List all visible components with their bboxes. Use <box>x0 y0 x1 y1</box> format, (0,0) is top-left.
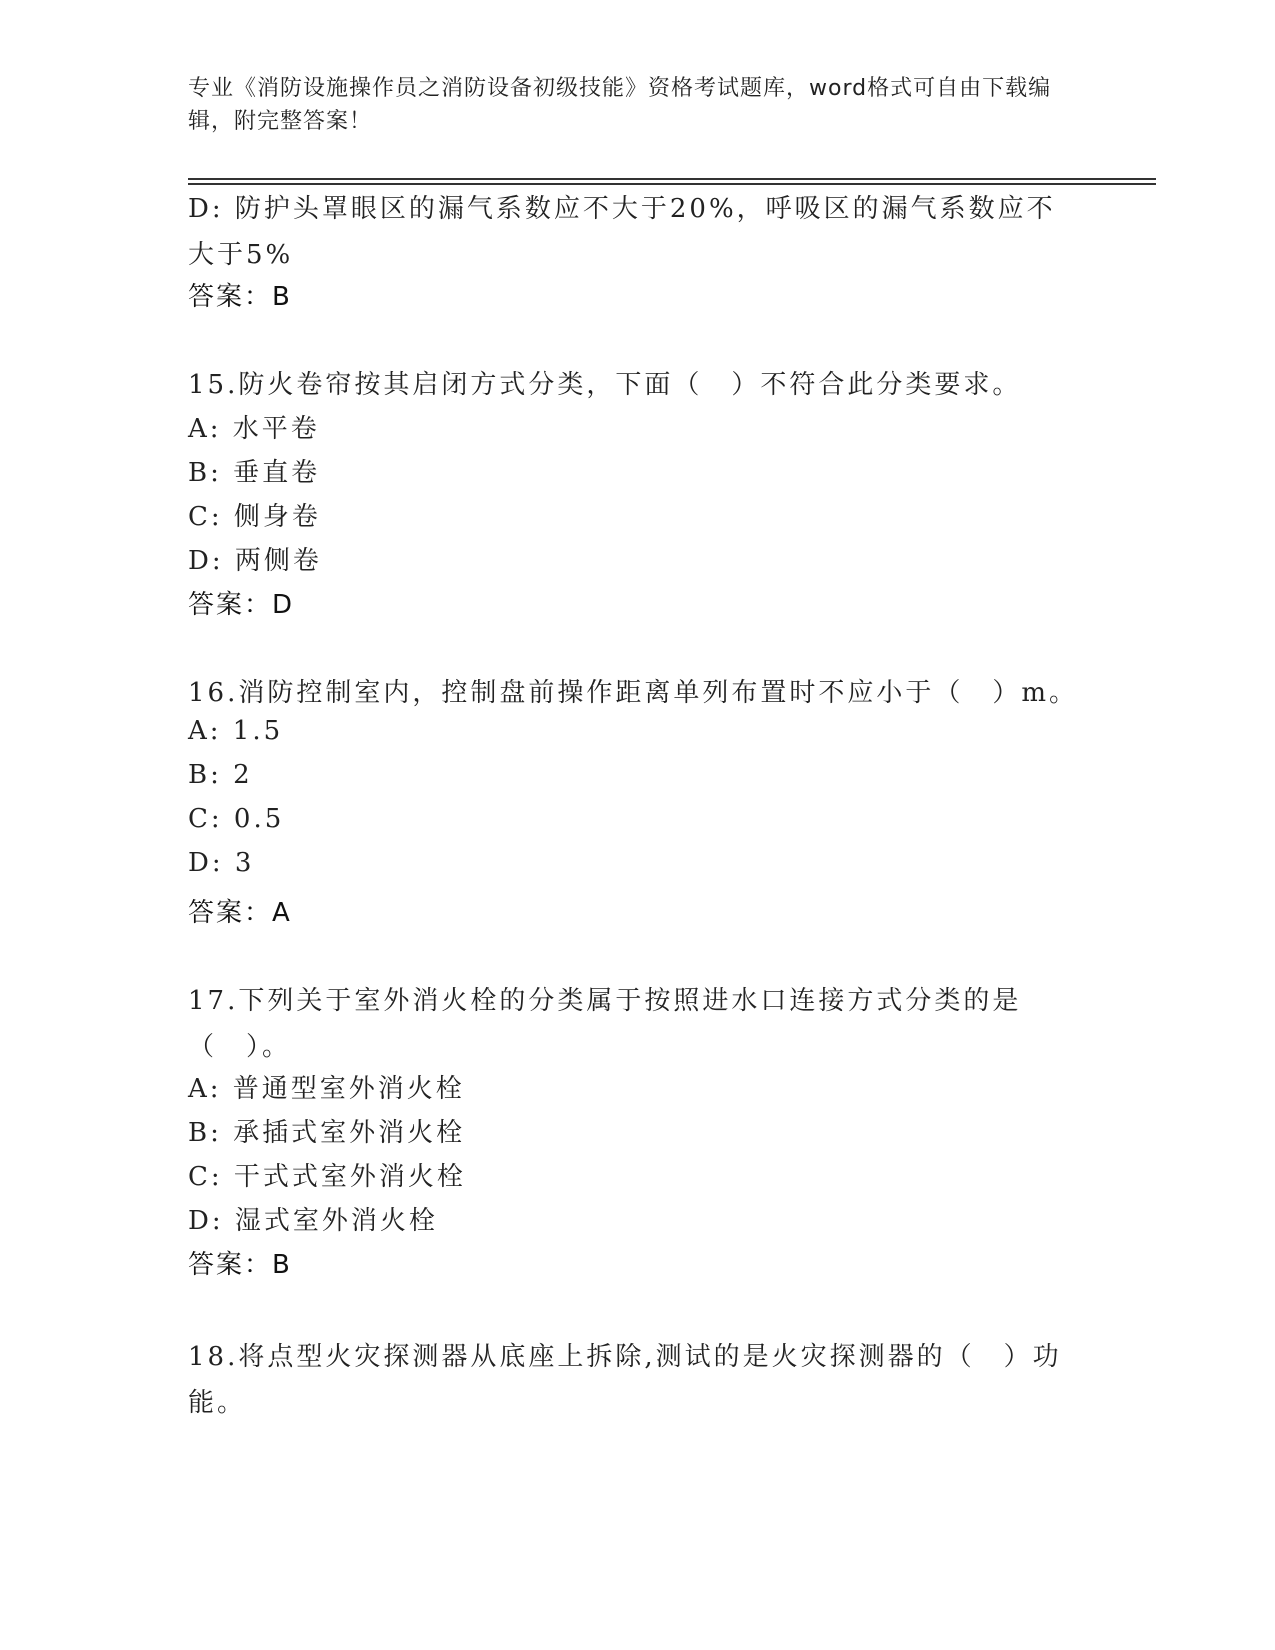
q15-answer: 答案：D <box>188 590 295 620</box>
q16-option-c: C: 0.5 <box>188 804 285 834</box>
q17-option-b: B: 承插式室外消火栓 <box>188 1118 466 1148</box>
header-divider-bottom <box>188 183 1156 185</box>
q15-option-a: A: 水平卷 <box>188 414 320 444</box>
q17-option-d: D: 湿式室外消火栓 <box>188 1206 438 1236</box>
q14-option-d: D: 防护头罩眼区的漏气系数应不大于20%，呼吸区的漏气系数应不大于5% <box>188 194 1056 270</box>
header-divider-top <box>188 178 1156 180</box>
q16-option-a: A: 1.5 <box>188 716 284 746</box>
q15-option-c: C: 侧身卷 <box>188 502 321 532</box>
q15-option-b: B: 垂直卷 <box>188 458 321 488</box>
q17-question: 17.下列关于室外消火栓的分类属于按照进水口连接方式分类的是（ ）。 <box>188 986 1022 1062</box>
q16-option-b: B: 2 <box>188 760 253 790</box>
q17-option-a: A: 普通型室外消火栓 <box>188 1074 465 1104</box>
q17-option-c: C: 干式式室外消火栓 <box>188 1162 466 1192</box>
q18-question: 18.将点型火灾探测器从底座上拆除,测试的是火灾探测器的（ ）功能。 <box>188 1342 1062 1418</box>
q15-question: 15.防火卷帘按其启闭方式分类，下面（ ）不符合此分类要求。 <box>188 370 1022 400</box>
q16-question: 16.消防控制室内，控制盘前操作距离单列布置时不应小于（ ）m。 <box>188 678 1079 708</box>
q14-answer: 答案：B <box>188 282 292 312</box>
q17-answer: 答案：B <box>188 1250 292 1280</box>
q15-option-d: D: 两侧卷 <box>188 546 322 576</box>
q16-answer: 答案：A <box>188 898 292 928</box>
q16-option-d: D: 3 <box>188 848 255 878</box>
document-header: 专业《消防设施操作员之消防设备初级技能》资格考试题库，word格式可自由下载编辑，附完整答案！ <box>188 76 1052 134</box>
